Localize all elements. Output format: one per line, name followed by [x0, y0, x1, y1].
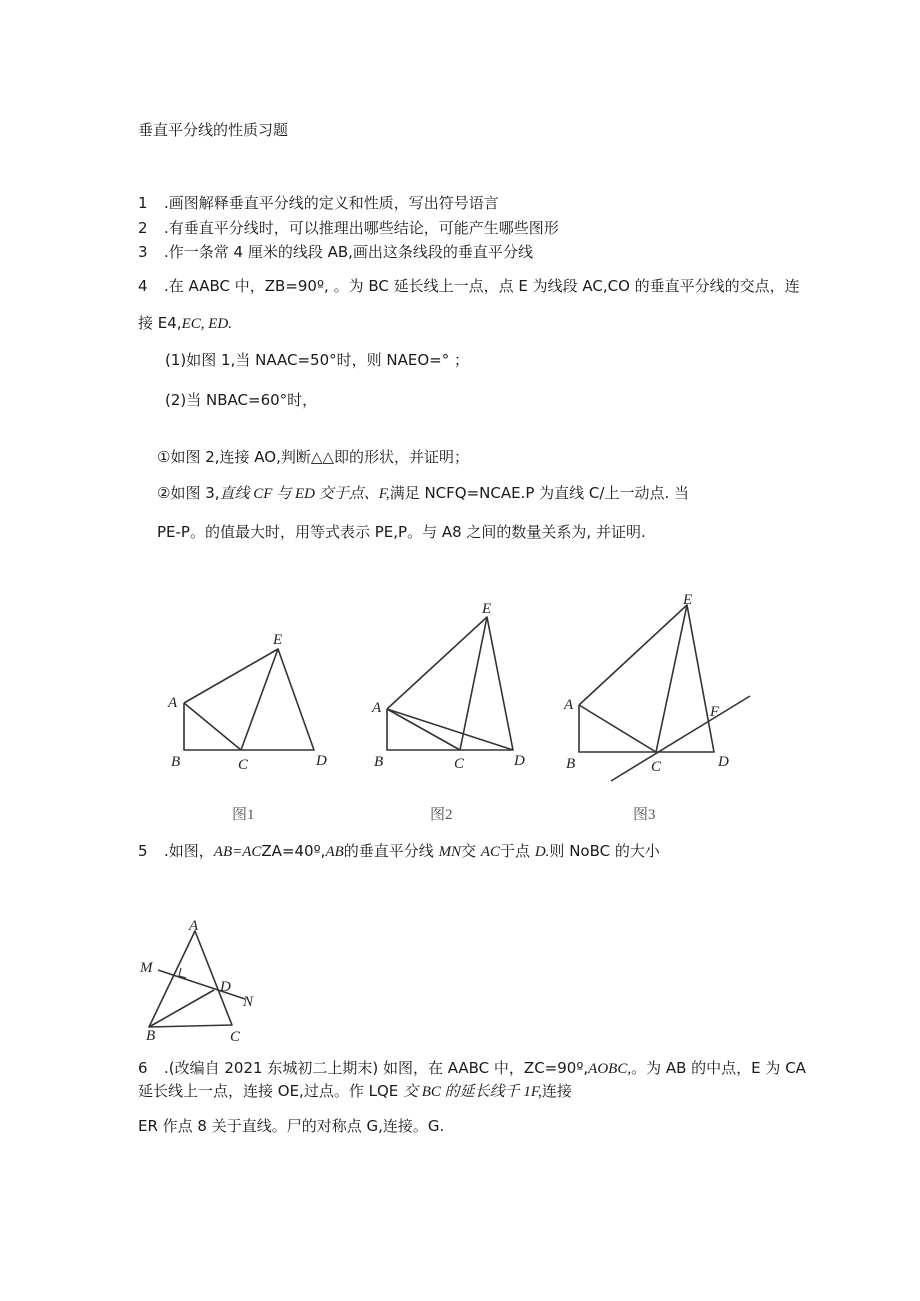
- question-text: .画图解释垂直平分线的定义和性质，写出符号语言: [164, 194, 499, 212]
- question-text: 交: [461, 842, 477, 860]
- label-f: F: [710, 704, 720, 720]
- question-number: 5: [138, 842, 148, 860]
- question-text: .(改编自 2021 东城初二上期末) 如图，在 AABC 中，ZC=90º,: [164, 1059, 589, 1077]
- question-text: .有垂直平分线时，可以推理出哪些结论，可能产生哪些图形: [164, 219, 559, 237]
- figure-2: [387, 617, 513, 750]
- label-a: A: [168, 695, 178, 711]
- label-a: A: [372, 700, 382, 716]
- question-6-line-3: ER 作点 8 关于直线。尸的对称点 G,连接。G.: [138, 1117, 445, 1135]
- label-c: C: [651, 759, 662, 775]
- figure-2-caption: 图2: [430, 807, 453, 823]
- label-d: D: [718, 754, 729, 770]
- question-math: AB=AC: [213, 844, 262, 860]
- question-text: 满足 NCFQ=NCAE.P 为直线 C/上一动点. 当: [389, 484, 690, 502]
- label-m: M: [140, 960, 153, 976]
- question-text: 于点: [500, 842, 531, 860]
- question-math: AC: [480, 844, 501, 860]
- question-text: .在 AABC 中，ZB=90º, 。为 BC 延长线上一点，点 E 为线段 AC,CO 的垂直平分线的交点，连: [164, 277, 800, 295]
- figure-q5-line-mn: [158, 970, 245, 999]
- question-4-sub-1: ①如图 2,连接 AO,判断△△即的形状，并证明；: [157, 448, 469, 466]
- label-n: N: [243, 994, 254, 1010]
- figure-1-segment-ac: [184, 703, 241, 750]
- figure-1-segment-ce: [241, 649, 278, 750]
- question-text: 则 NoBC 的大小: [549, 842, 660, 860]
- question-math: AOBC,: [588, 1061, 632, 1077]
- question-math: AB: [325, 844, 344, 860]
- label-b: B: [146, 1028, 156, 1044]
- page-title: 垂直平分线的性质习题: [138, 121, 289, 139]
- question-math: 直线 CF 与 ED 交于点、F,: [219, 486, 390, 502]
- question-number: 1: [138, 194, 148, 212]
- figure-3-line-cf: [611, 696, 750, 781]
- question-4-part-1: (1)如图 1,当 NAAC=50°时，则 NAEO=° ；: [165, 351, 469, 369]
- label-c: C: [238, 757, 249, 773]
- question-math: D.: [534, 844, 550, 860]
- question-math: MN: [438, 844, 462, 860]
- figure-1: [184, 649, 314, 750]
- label-d: D: [220, 979, 231, 995]
- question-4-part-2: (2)当 NBAC=60°时，: [165, 391, 318, 409]
- figure-2-segment-ce: [460, 617, 487, 750]
- question-number: 6: [138, 1059, 148, 1077]
- label-d: D: [316, 753, 327, 769]
- label-a: A: [189, 918, 199, 934]
- question-math: EC, ED.: [181, 316, 232, 332]
- question-text: ②如图 3,: [157, 484, 220, 502]
- label-e: E: [273, 632, 283, 648]
- label-b: B: [171, 754, 181, 770]
- question-text: 连接: [541, 1082, 572, 1100]
- figure-3-segment-ac: [579, 705, 656, 752]
- question-text: 接 E4,: [138, 314, 182, 332]
- question-math: 交 BC 的延长线千 1F,: [403, 1084, 542, 1100]
- label-e: E: [482, 601, 492, 617]
- label-d: D: [514, 753, 525, 769]
- figure-1-segment-bd: [184, 649, 314, 750]
- figure-1-caption: 图1: [232, 807, 255, 823]
- question-number: 3: [138, 243, 148, 261]
- label-a: A: [564, 697, 574, 713]
- label-b: B: [374, 754, 384, 770]
- label-b: B: [566, 756, 576, 772]
- figure-3-caption: 图3: [633, 807, 656, 823]
- question-number: 4: [138, 277, 148, 295]
- question-text: 。为 AB 的中点，E 为 CA: [631, 1059, 806, 1077]
- figure-q5-right-angle-mark: [179, 968, 186, 978]
- question-text: 延长线上一点，连接 OE,过点。作 LQE: [138, 1082, 399, 1100]
- question-6-line-1: [138, 1058, 806, 1079]
- label-e: E: [683, 592, 693, 608]
- question-text: ZA=40º,: [261, 842, 326, 860]
- question-text: .作一条常 4 厘米的线段 AB,画出这条线段的垂直平分线: [164, 243, 533, 261]
- question-number: 2: [138, 219, 148, 237]
- question-6-line-2: [138, 1081, 572, 1102]
- question-text: 的垂直平分线: [343, 842, 434, 860]
- question-5: [138, 841, 660, 862]
- label-c: C: [230, 1029, 241, 1045]
- label-c: C: [454, 756, 465, 772]
- question-text: .如图，: [164, 842, 214, 860]
- figure-3-segment-ce: [656, 605, 687, 752]
- question-4-sub-3: PE-P。的值最大时，用等式表示 PE,P。与 A8 之间的数量关系为, 并证明.: [157, 523, 646, 541]
